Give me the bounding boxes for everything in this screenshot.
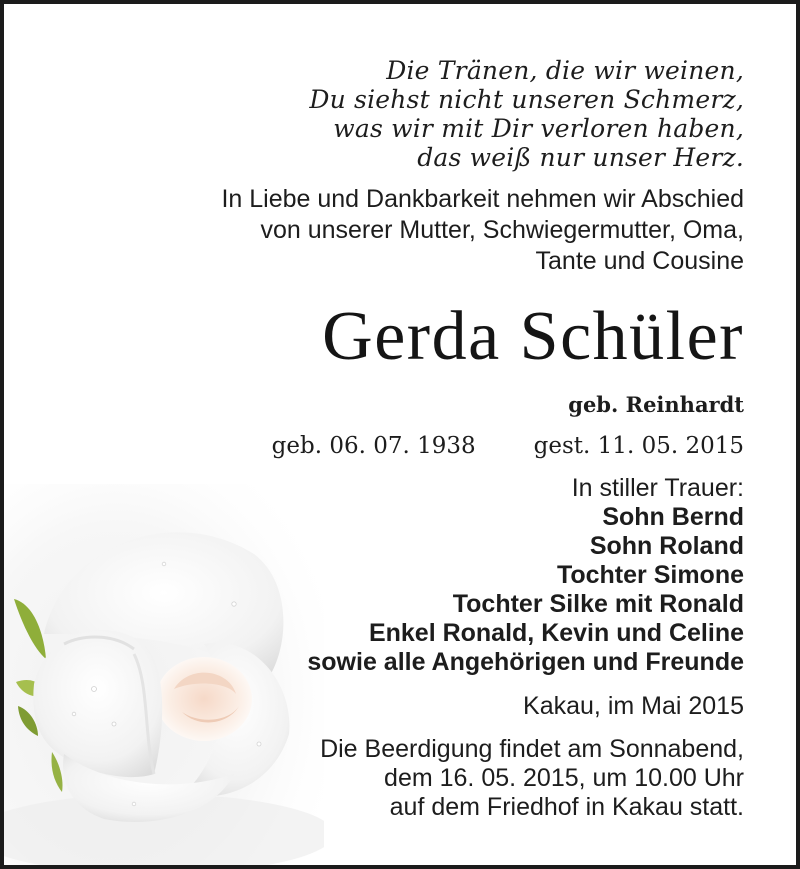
mourner-name: Sohn Bernd	[602, 503, 744, 531]
life-dates	[272, 432, 744, 460]
poem-line: was wir mit Dir verloren haben,	[333, 114, 744, 143]
intro-line: In Liebe und Dankbarkeit nehmen wir Abschied	[221, 185, 744, 213]
mourners-heading: In stiller Trauer:	[571, 474, 744, 502]
death-date: gest. 11. 05. 2015	[533, 433, 744, 459]
poem-line: Die Tränen, die wir weinen,	[386, 56, 744, 85]
mourner-name: Tochter Silke mit Ronald	[452, 590, 744, 618]
mourner-name: Enkel Ronald, Kevin und Celine	[368, 619, 744, 647]
white-rose-icon	[4, 484, 324, 869]
funeral-line: Die Beerdigung findet am Sonnabend,	[320, 735, 744, 763]
deceased-name: Gerda Schüler	[322, 298, 744, 375]
intro-line: von unserer Mutter, Schwiegermutter, Oma,	[260, 216, 744, 244]
funeral-line: dem 16. 05. 2015, um 10.00 Uhr	[384, 764, 744, 792]
poem-line: Du siehst nicht unseren Schmerz,	[309, 85, 744, 114]
poem-line: das weiß nur unser Herz.	[417, 143, 744, 172]
mourner-name: sowie alle Angehörigen und Freunde	[307, 648, 744, 676]
funeral-line: auf dem Friedhof in Kakau statt.	[389, 793, 744, 821]
maiden-name: geb. Reinhardt	[568, 392, 744, 417]
birth-date: geb. 06. 07. 1938	[271, 433, 476, 459]
intro-line: Tante und Cousine	[535, 247, 744, 275]
mourner-name: Sohn Roland	[589, 532, 744, 560]
place-date: Kakau, im Mai 2015	[523, 692, 744, 720]
mourner-name: Tochter Simone	[556, 561, 744, 589]
